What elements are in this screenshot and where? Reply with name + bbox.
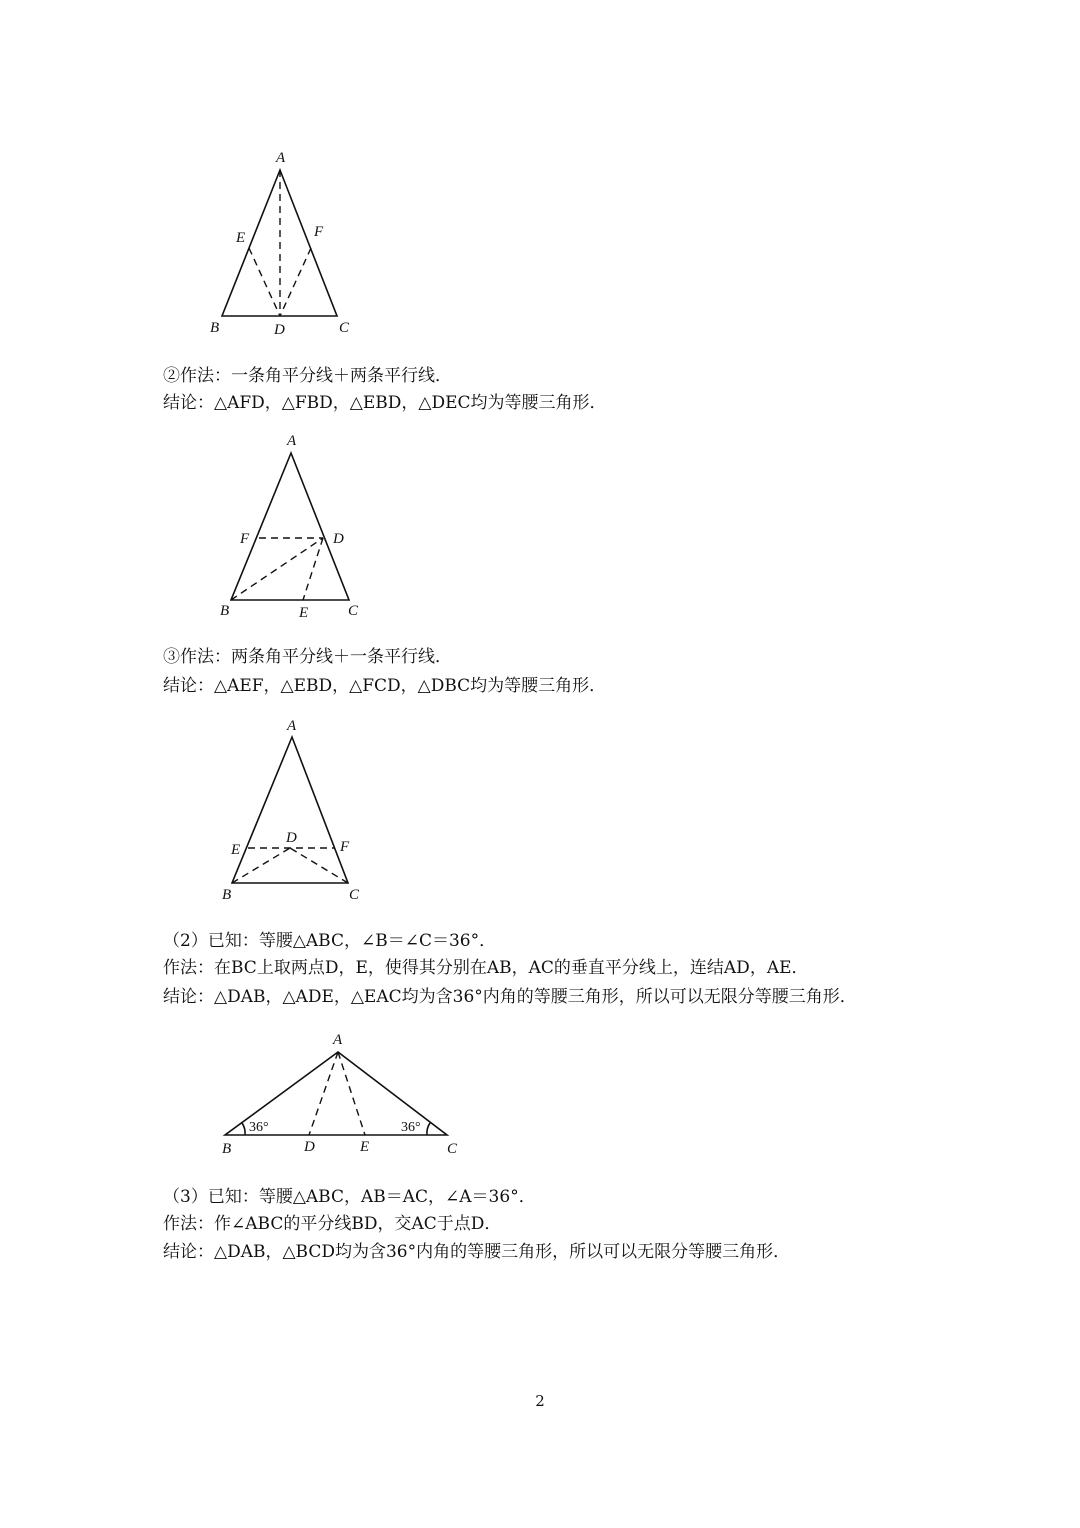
label-e: E [231, 842, 241, 858]
dashed-line-bd [232, 848, 290, 883]
part-2-conclusion: 结论：△DAB，△ADE，△EAC均为含36°内角的等腰三角形，所以可以无限分等腰三角形． [163, 987, 857, 1007]
dashed-line-ed [249, 248, 280, 316]
label-e: E [360, 1139, 370, 1155]
part-2-given: （2）已知：等腰△ABC，∠B＝∠C＝36°． [163, 931, 497, 951]
label-f: F [240, 531, 250, 547]
dashed-line-ad [309, 1052, 338, 1135]
label-a: A [287, 718, 297, 734]
label-d: D [333, 531, 344, 547]
figure-1-triangle [200, 145, 370, 345]
label-f: F [314, 224, 324, 240]
section-3-conclusion: 结论：△AEF，△EBD，△FCD，△DBC均为等腰三角形． [163, 676, 607, 696]
dashed-line-fd [280, 248, 311, 316]
figure-4-triangle [215, 1030, 475, 1160]
label-d: D [304, 1139, 315, 1155]
part-2-method: 作法：在BC上取两点D，E，使得其分别在AB，AC的垂直平分线上，连结AD，AE． [163, 958, 809, 978]
part-3-given: （3）已知：等腰△ABC，AB＝AC，∠A＝36°． [163, 1187, 536, 1207]
part-3-method: 作法：作∠ABC的平分线BD，交AC于点D． [163, 1214, 502, 1234]
label-e: E [236, 230, 246, 246]
label-a: A [333, 1032, 343, 1048]
label-c: C [349, 887, 360, 903]
label-b: B [210, 320, 220, 336]
angle-label-b: 36° [249, 1120, 269, 1135]
label-f: F [340, 839, 350, 855]
label-a: A [276, 150, 286, 166]
label-a: A [287, 433, 297, 449]
angle-arc-b [242, 1123, 245, 1135]
label-b: B [220, 603, 230, 619]
angle-label-c: 36° [401, 1120, 421, 1135]
dashed-line-bd [231, 538, 323, 600]
triangle-abc [232, 737, 348, 883]
label-d: D [274, 322, 285, 338]
label-c: C [339, 320, 350, 336]
part-3-conclusion: 结论：△DAB，△BCD均为含36°内角的等腰三角形，所以可以无限分等腰三角形． [163, 1242, 791, 1262]
dashed-line-ae [338, 1052, 365, 1135]
label-d: D [286, 830, 297, 846]
label-c: C [447, 1141, 458, 1157]
figure-2-triangle [215, 430, 375, 625]
label-e: E [299, 605, 309, 621]
page-number: 2 [535, 1392, 545, 1410]
dashed-line-de [303, 538, 323, 600]
triangle-abc [231, 453, 349, 600]
label-c: C [348, 603, 359, 619]
angle-arc-c [427, 1123, 430, 1135]
label-b: B [222, 1141, 232, 1157]
label-b: B [222, 887, 232, 903]
figure-3-triangle [220, 715, 370, 905]
section-2-conclusion: 结论：△AFD，△FBD，△EBD，△DEC均为等腰三角形． [163, 393, 607, 413]
section-2-method: ②作法：一条角平分线＋两条平行线． [163, 366, 452, 386]
section-3-method: ③作法：两条角平分线＋一条平行线． [163, 647, 452, 667]
